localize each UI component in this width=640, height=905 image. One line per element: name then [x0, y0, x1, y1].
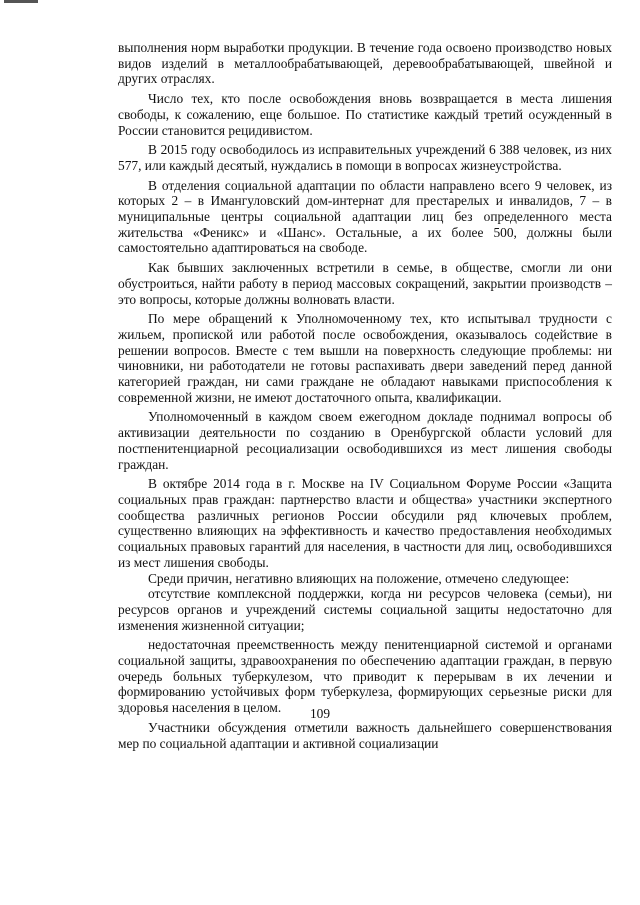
document-body — [118, 40, 612, 751]
paragraph-reasons-intro: Среди причин, негативно влияющих на положение, отмечено следующее: — [148, 570, 570, 586]
paragraph-reason-continuity: недостаточная преемственность между пенитенциарной системой и органами социальной защиты, здравоохранения по обеспечению адаптации граждан, в первую очередь больных туберкулезом, что приводит к перерывам в их лечении и формированию устойчивых форм туберкулеза, формирующих серьезные риски для здоровья населения в целом. — [118, 637, 612, 716]
paragraph-released-2015: В 2015 году освободилось из исправительных учреждений 6 388 человек, из них 577, или каждый десятый, нуждались в помощи в вопросах жизнеустройства. — [118, 142, 612, 173]
scan-edge-mark — [4, 0, 38, 3]
page-number: 109 — [309, 706, 331, 721]
paragraph-annual-report: Уполномоченный в каждом своем ежегодном докладе поднимал вопросы об активизации деятельности по созданию в Оренбургской области условий для постпенитенциарной ресоциализации освободившихся из мест лишения свободы граждан. — [118, 409, 612, 472]
paragraph-production: выполнения норм выработки продукции. В течение года освоено производство новых видов изделий в металлообрабатывающей, деревообрабатывающей, швейной и других отраслях. — [118, 40, 612, 87]
paragraph-participants: Участники обсуждения отметили важность дальнейшего совершенствования мер по социальной адаптации и активной социализации — [118, 719, 612, 751]
paragraph-ombudsman-appeals: По мере обращений к Уполномоченному тех, кто испытывал трудности с жильем, пропиской или работой после освобождения, оказывалось содействие в решении вопросов. Вместе с тем вышли на поверхность следующие проблемы: ни чиновники, ни работодатели не готовы распахивать двери заведений перед данной категорией граждан, ни сами граждане не обладают навыками приспособления к современной жизни, не имеют достаточного опыта, квалификации. — [118, 311, 612, 405]
paragraph-recidivism: Число тех, кто после освобождения вновь возвращается в места лишения свободы, к сожалению, еще большое. По статистике каждый третий осужденный в России становится рецидивистом. — [118, 91, 612, 138]
paragraph-former-prisoners: Как бывших заключенных встретили в семье, в обществе, смогли ли они обустроиться, найти работу в период массовых сокращений, закрытии производств – это вопросы, которые должны волновать власти. — [118, 260, 612, 307]
paragraph-reason-support: отсутствие комплексной поддержки, когда ни ресурсов человека (семьи), ни ресурсов органов и учреждений системы социальной защиты недостаточно для изменения жизненной ситуации; — [118, 586, 612, 633]
paragraph-adaptation-departments: В отделения социальной адаптации по области направлено всего 9 человек, из которых 2 – в Имангуловский дом-интернат для престарелых и инвалидов, 7 – в муниципальные центры социальной адаптации лиц без определенного места жительства «Феникс» и «Шанс». Остальные, а их более 500, должны были самостоятельно адаптироваться на свободе. — [118, 177, 612, 256]
paragraph-social-forum: В октябре 2014 года в г. Москве на IV Социальном Форуме России «Защита социальных прав граждан: партнерство власти и общества» участники экспертного сообщества различных регионов России обсудили ряд ключевых проблем, существенно влияющих на эффективность и качество предоставления необходимых социальных правовых гарантий для населения, в частности для лиц, освободившихся из мест лишения свободы. — [118, 476, 612, 570]
